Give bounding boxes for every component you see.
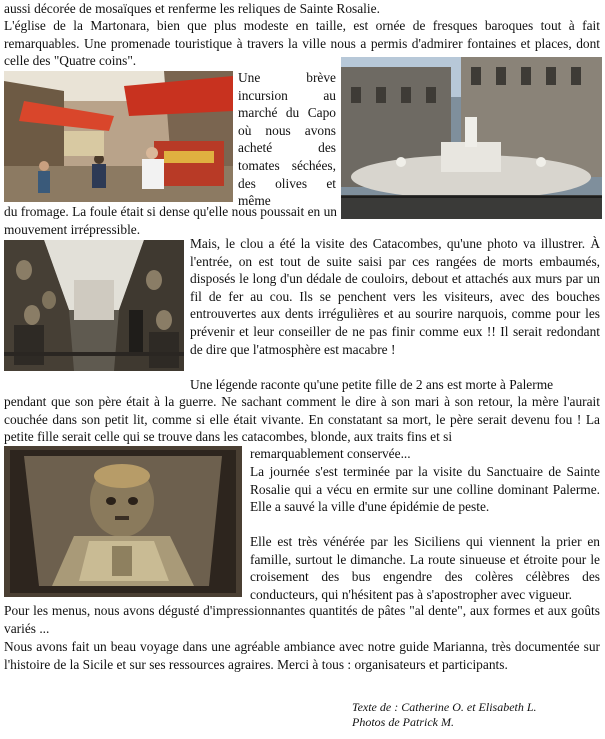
paragraph-thanks: Nous avons fait un beau voyage dans une agréable ambiance avec notre guide Marianna, très documentée sur l'histoire de la Sicile et sur ses ressources agraires. Merci à tous : organisateurs et participants. xyxy=(4,639,600,672)
paragraph-legend-end: remarquablement conservée... xyxy=(250,446,411,461)
paragraph-rosalie-relics: aussi décorée de mosaïques et renferme les reliques de Sainte Rosalie. xyxy=(4,1,380,16)
paragraph-pilgrims: Elle est très vénérée par les Siciliens qui viennent la prier en famille, surtout le dimanche. La route sinueuse et étroite pour le croisement des bus engendre des colères célèbres des conducteurs, qui n'hésitent pas à s'apostropher avec vigueur. xyxy=(250,534,600,602)
fountain-square-photo xyxy=(341,57,602,219)
paragraph-menus: Pour les menus, nous avons dégusté d'impressionnantes quantités de pâtes "al dente", aux formes et aux goûts variés ... xyxy=(4,603,600,636)
paragraph-martonara: L'église de la Martonara, bien que plus modeste en taille, est ornée de fresques baroques tout à fait remarquables. Une promenade touristique à travers la ville nous a permis d'admirer fontaines et places, dont celle des "Quatre coins". xyxy=(4,18,600,69)
paragraph-catacombs: Mais, le clou a été la visite des Catacombes, qu'une photo va illustrer. À l'entrée, on est tout de suite saisi par ces rangées de morts embaumés, disposés le long d'un dédale de couloirs, debout et attachés aux murs par un fil de fer au cou. Ils se penchent vers les visiteurs, avec des bouches entrouvertes aux dents irrégulières et au sourire narquois, comme pour les prévenir et leur conseiller de ne pas finir comme eux !! Il serait redondant de dire que l'atmosphère est macabre ! xyxy=(190,236,600,357)
paragraph-legend: pendant que son père était à la guerre. Ne sachant comment le dire à son mari à son retour, la mère l'aurait couchée dans son petit lit, comme si elle était vivante. En constatant sa mort, le père serait devenu fou ! La petite fille serait celle qui se trouve dans les catacombes, blonde, aux traits fins et si xyxy=(4,394,600,445)
catacombs-photo xyxy=(4,240,184,371)
text-credit: Texte de : Catherine O. et Elisabeth L. xyxy=(352,700,537,714)
child-mummy-photo xyxy=(4,446,242,597)
credits-block xyxy=(352,700,592,730)
paragraph-crowd: du fromage. La foule était si dense qu'elle nous poussait en un mouvement irrépressible. xyxy=(4,204,337,237)
photo-credit: Photos de Patrick M. xyxy=(352,715,454,729)
paragraph-capo-market: Une brève incursion au marché du Capo où nous avons acheté des tomates séchées, des olives et même xyxy=(238,70,336,209)
market-photo xyxy=(4,71,233,202)
paragraph-sanctuary: La journée s'est terminée par la visite du Sanctuaire de Sainte Rosalie qui a vécu en ermite sur une colline dominant Palerme. Elle a sauvé la ville d'une épidémie de peste. xyxy=(250,464,600,515)
paragraph-legend-intro: Une légende raconte qu'une petite fille de 2 ans est morte à Palerme xyxy=(190,377,554,392)
